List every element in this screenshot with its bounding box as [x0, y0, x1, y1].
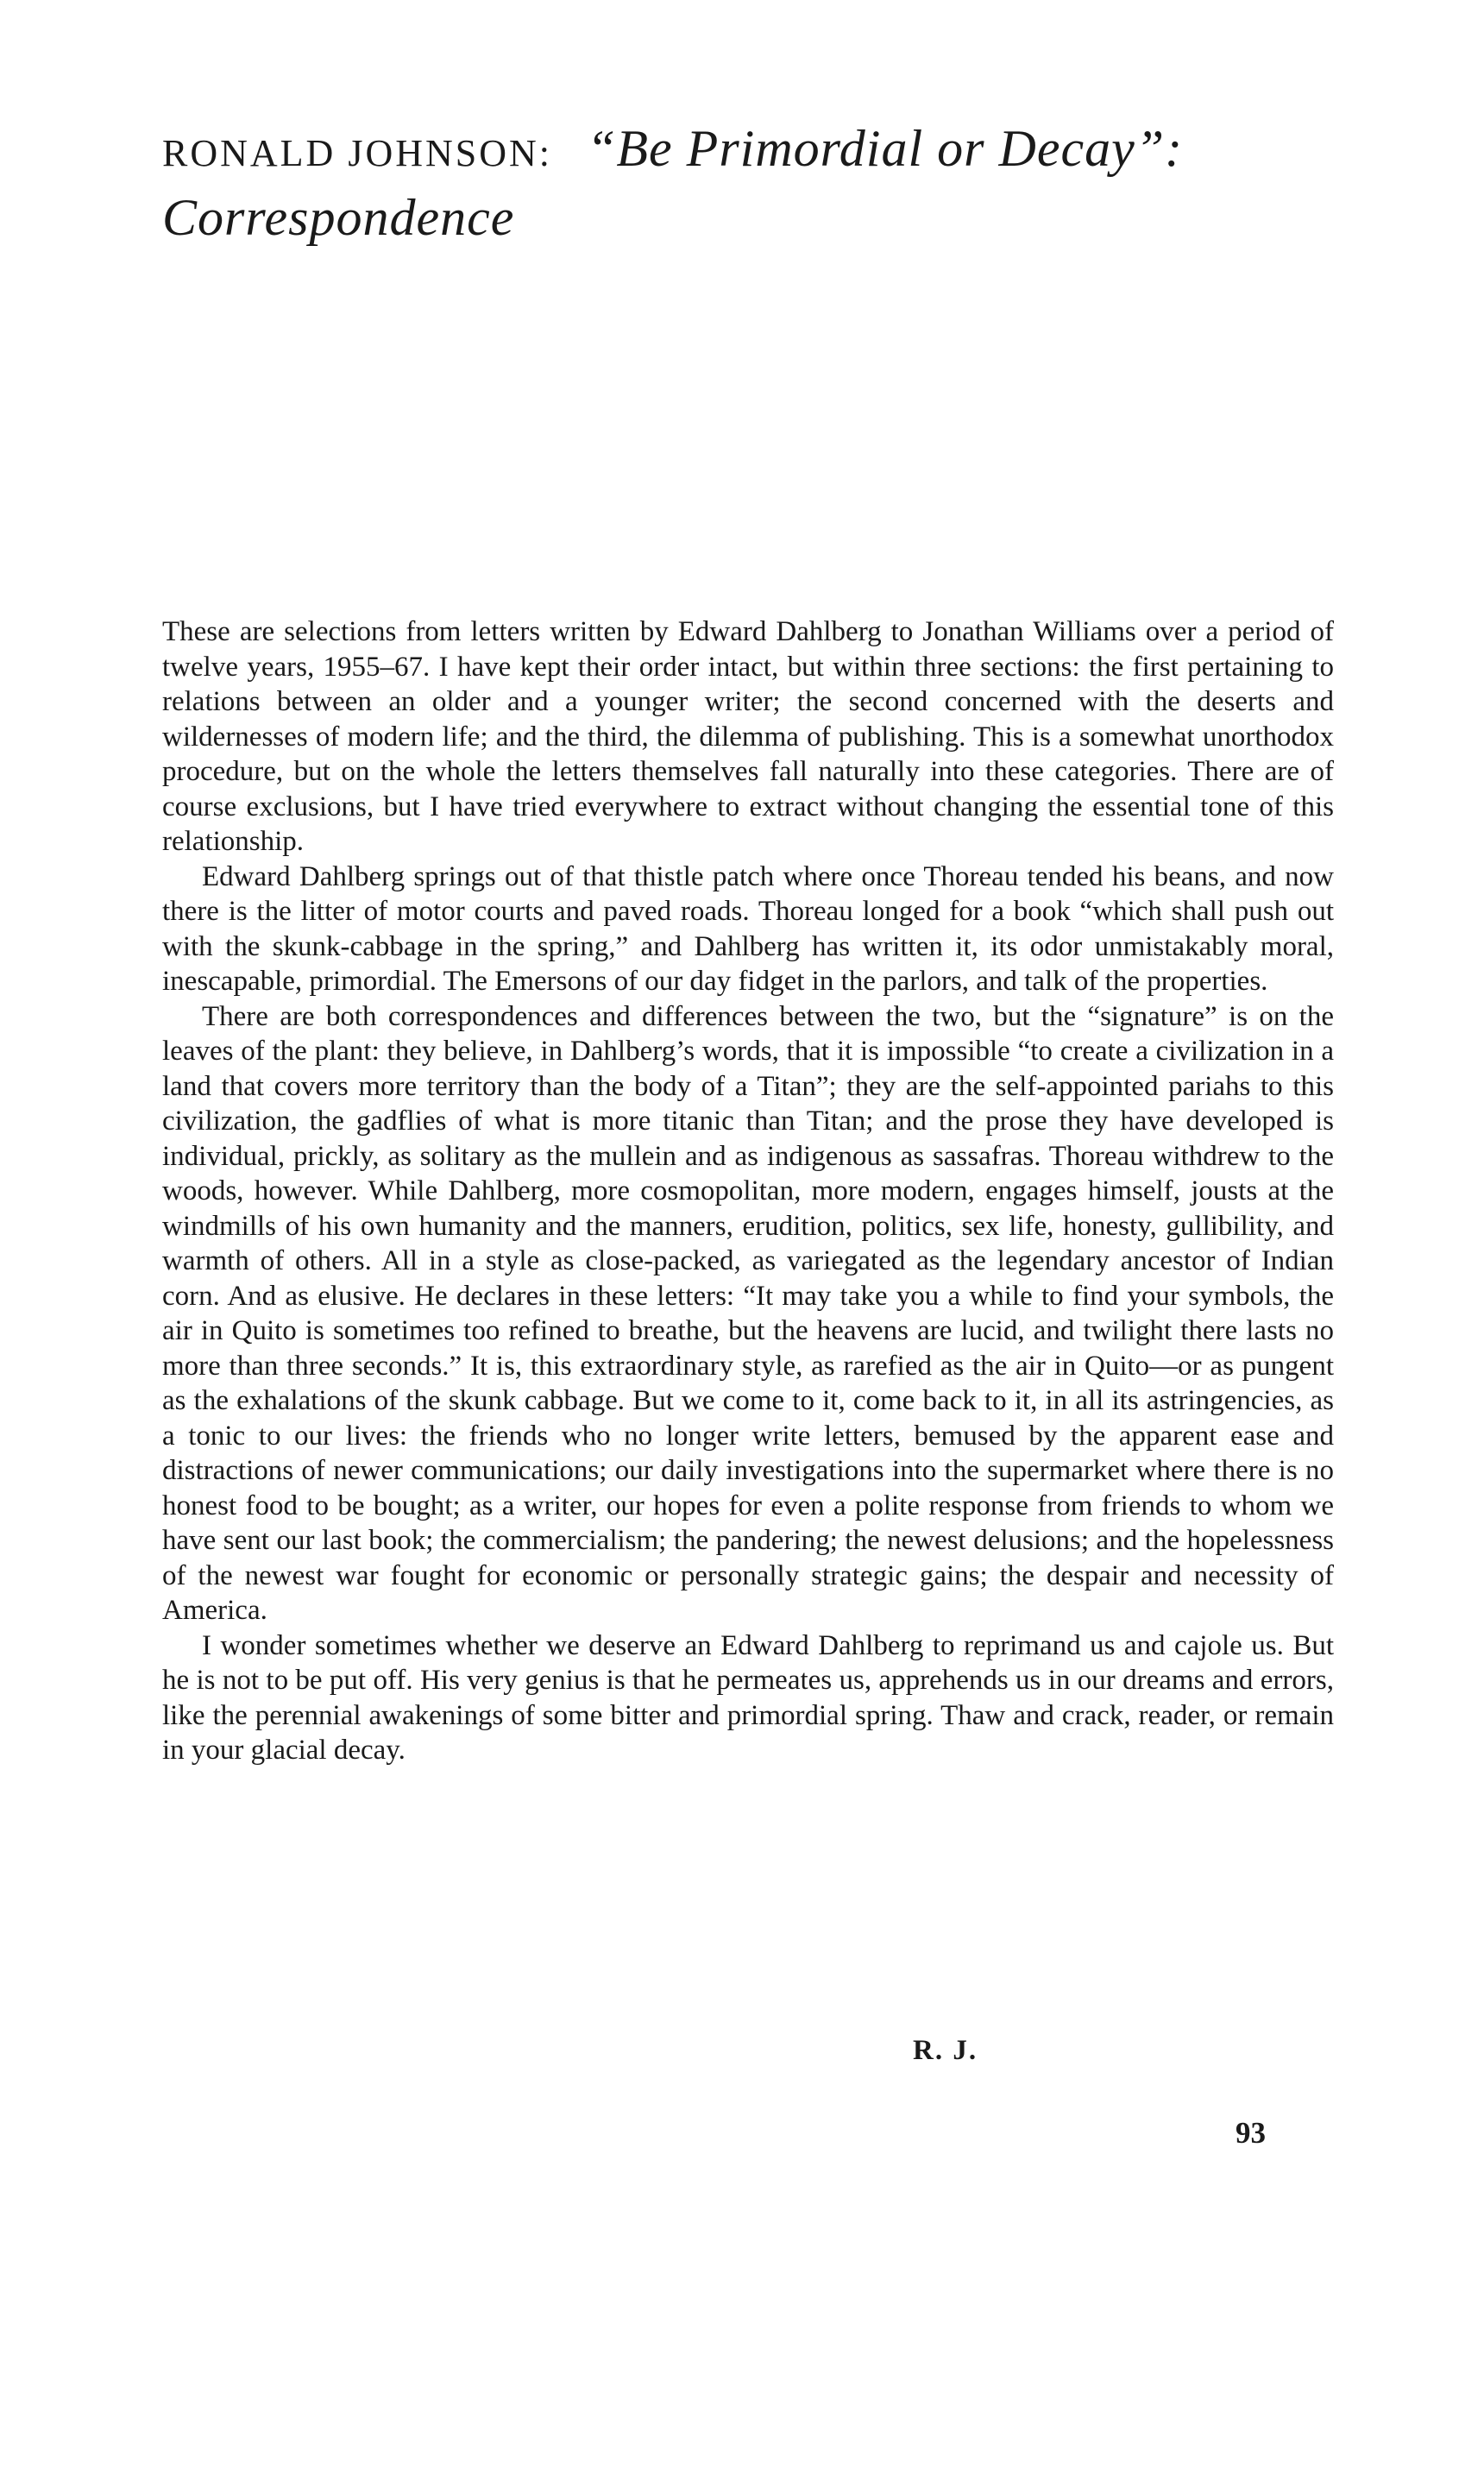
paragraph-3: There are both correspondences and differences between the two, but the “signature” is on the leaves of the plant: they believe, in Dahlberg’s words, that it is impossible “to create a civilization in a land that covers more territory than the body of a Titan”; they are the self-appointed pariahs to this civilization, the gadflies of what is more titanic than Titan; and the prose they have developed is individual, prickly, as solitary as the mullein and as indigenous as sassafras. Thoreau withdrew to the woods, however. While Dahlberg, more cosmopolitan, more modern, engages himself, jousts at the windmills of his own humanity and the manners, erudition, politics, sex life, honesty, gullibility, and warmth of others. All in a style as close-packed, as variegated as the legendary ancestor of Indian corn. And as elusive. He declares in these letters: “It may take you a while to find your symbols, the air in Quito is sometimes too refined to breathe, but the heavens are lucid, and twilight there lasts no more than three seconds.” It is, this extraordinary style, as rarefied as the air in Quito—or as pungent as the exhalations of the skunk cabbage. But we come to it, come back to it, in all its astringencies, as a tonic to our lives: the friends who no longer write letters, bemused by the apparent ease and distractions of newer communications; our daily investigations into the supermarket where there is no honest food to be bought; as a writer, our hopes for even a polite response from friends to whom we have sent our last book; the commercialism; the pandering; the newest delusions; and the hopelessness of the newest war fought for economic or personally strategic gains; the despair and necessity of America.: [162, 1000, 1334, 1626]
paragraph-2: Edward Dahlberg springs out of that thistle patch where once Thoreau tended his beans, and now there is the litter of motor courts and paved roads. Thoreau longed for a book “which shall push out with the skunk-cabbage in the spring,” and Dahlberg has written it, its odor unmistakably moral, inescapable, primordial. The Emersons of our day fidget in the parlors, and talk of the properties.: [162, 860, 1334, 997]
article-subtitle: Correspondence: [162, 189, 515, 246]
author-name: RONALD JOHNSON:: [162, 132, 553, 174]
article-header: [162, 117, 1353, 249]
article-title: “Be Primordial or Decay”:: [587, 120, 1184, 177]
paragraph-4: I wonder sometimes whether we deserve an Edward Dahlberg to reprimand us and cajole us. But he is not to be put off. His very genius is that he permeates us, apprehends us in our dreams and errors, like the perennial awakenings of some bitter and primordial spring. Thaw and crack, reader, or remain in your glacial decay.: [162, 1629, 1334, 1766]
introduction-text: [162, 614, 1334, 1768]
author-initials: R. J.: [913, 2035, 978, 2066]
page-number: 93: [1236, 2116, 1266, 2150]
paragraph-1: These are selections from letters written by Edward Dahlberg to Jonathan Williams over a period of twelve years, 1955–67. I have kept their order intact, but within three sections: the first pertaining to relations between an older and a younger writer; the second concerned with the deserts and wildernesses of modern life; and the third, the dilemma of publishing. This is a somewhat unorthodox procedure, but on the whole the letters themselves fall naturally into these categories. There are of course exclusions, but I have tried everywhere to extract without changing the essential tone of this relationship.: [162, 616, 1334, 857]
